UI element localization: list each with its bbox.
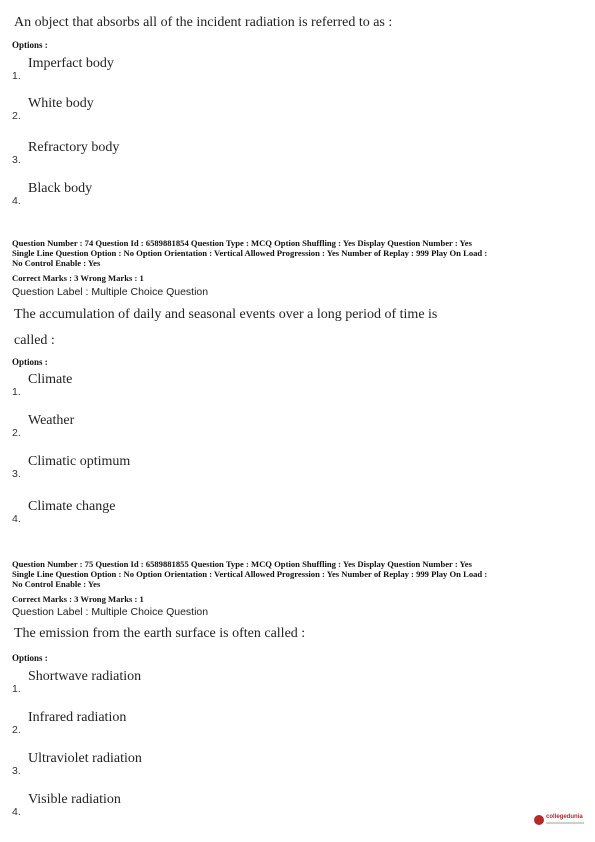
option-text: Imperfact body xyxy=(28,56,114,71)
option-text: Ultraviolet radiation xyxy=(28,751,142,766)
question-meta xyxy=(12,559,587,589)
options-header: Options : xyxy=(12,357,48,367)
question-label: Question Label : Multiple Choice Question xyxy=(12,286,209,298)
option-number: 3. xyxy=(12,765,21,777)
option-number: 1. xyxy=(12,386,21,398)
option-number: 1. xyxy=(12,70,21,82)
option-text: Refractory body xyxy=(28,140,120,155)
option-3 xyxy=(0,454,300,484)
meta-line: No Control Enable : Yes xyxy=(12,579,101,589)
options-header: Options : xyxy=(12,40,48,50)
question-text-line: The accumulation of daily and seasonal events over a long period of time is xyxy=(14,307,438,322)
option-text: Climate change xyxy=(28,499,116,514)
option-number: 2. xyxy=(12,427,21,439)
question-meta xyxy=(12,238,587,268)
meta-line: No Control Enable : Yes xyxy=(12,258,101,268)
option-text: Infrared radiation xyxy=(28,710,127,725)
option-1 xyxy=(0,56,300,86)
marks-info: Correct Marks : 3 Wrong Marks : 1 xyxy=(12,594,144,604)
option-number: 3. xyxy=(12,468,21,480)
option-number: 4. xyxy=(12,806,21,818)
option-4 xyxy=(0,792,300,822)
option-number: 2. xyxy=(12,110,21,122)
option-text: White body xyxy=(28,96,94,111)
option-number: 4. xyxy=(12,195,21,207)
collegedunia-logo-icon xyxy=(534,815,544,825)
collegedunia-logo xyxy=(534,813,586,829)
option-number: 1. xyxy=(12,683,21,695)
option-2 xyxy=(0,710,300,740)
question-text: The emission from the earth surface is often called : xyxy=(14,626,306,641)
option-4 xyxy=(0,181,300,211)
option-3 xyxy=(0,140,300,170)
option-text: Weather xyxy=(28,413,75,428)
option-number: 3. xyxy=(12,154,21,166)
question-text xyxy=(14,302,574,354)
logo-tagline-bar xyxy=(546,822,584,824)
meta-line: Question Number : 75 Question Id : 6589881855 Question Type : MCQ Option Shuffling : Yes Display Question Number : Yes xyxy=(12,559,472,569)
option-text: Black body xyxy=(28,181,93,196)
option-2 xyxy=(0,96,300,126)
option-2 xyxy=(0,413,300,443)
meta-line: Single Line Question Option : No Option Orientation : Vertical Allowed Progression : Yes Number of Replay : 999 Play On Load : xyxy=(12,569,488,579)
question-text-line: called : xyxy=(14,333,55,348)
option-number: 4. xyxy=(12,513,21,525)
option-1 xyxy=(0,669,300,699)
option-text: Visible radiation xyxy=(28,792,121,807)
options-header: Options : xyxy=(12,653,48,663)
question-label: Question Label : Multiple Choice Question xyxy=(12,606,209,618)
meta-line: Single Line Question Option : No Option Orientation : Vertical Allowed Progression : Yes Number of Replay : 999 Play On Load : xyxy=(12,248,488,258)
logo-brand-text: collegedunia xyxy=(546,814,583,820)
meta-line: Question Number : 74 Question Id : 6589881854 Question Type : MCQ Option Shuffling : Yes Display Question Number : Yes xyxy=(12,238,472,248)
option-text: Climatic optimum xyxy=(28,454,131,469)
option-text: Shortwave radiation xyxy=(28,669,142,684)
marks-info: Correct Marks : 3 Wrong Marks : 1 xyxy=(12,273,144,283)
option-4 xyxy=(0,499,300,529)
option-text: Climate xyxy=(28,372,73,387)
question-text: An object that absorbs all of the incident radiation is referred to as : xyxy=(14,15,393,30)
option-1 xyxy=(0,372,300,402)
option-number: 2. xyxy=(12,724,21,736)
option-3 xyxy=(0,751,300,781)
